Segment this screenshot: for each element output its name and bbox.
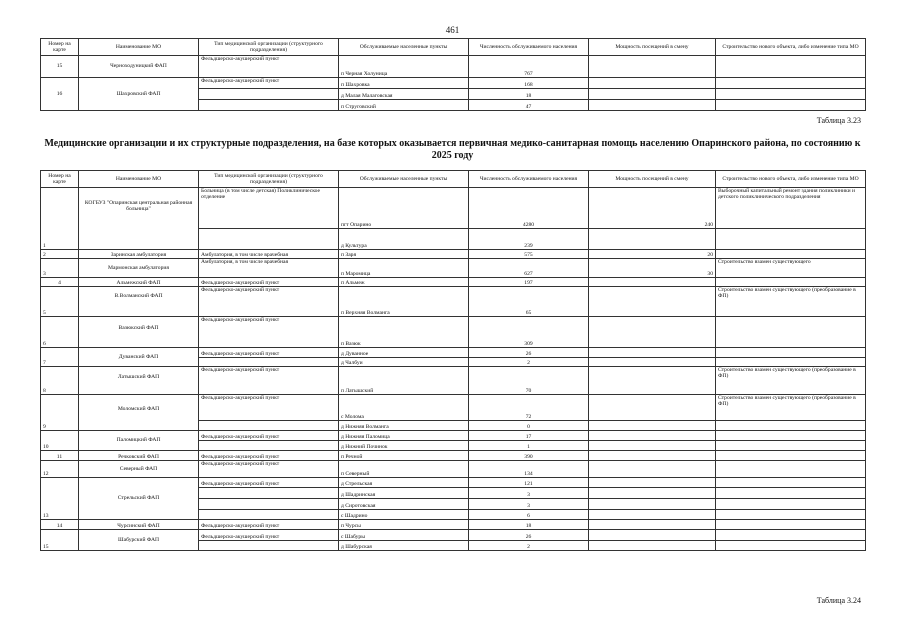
cell-settlement: п Шахровка [339,78,469,89]
cell-population: 18 [469,520,589,530]
cell-construction: Выборочный капитальный ремонт здания поликлиники и детского поликлинического подразделения [716,188,866,229]
cell-capacity: 30 [589,259,716,278]
cell-type: Фельдшерско-акушерский пункт [199,530,339,541]
header-construction: Строительство нового объекта, либо изменение типа МО [716,39,866,56]
cell-settlement: с Шадрино [339,510,469,520]
cell-name: Шахровский ФАП [79,78,199,111]
table-header-row [41,39,866,56]
cell-settlement: п Черная Холуница [339,56,469,78]
cell-population: 72 [469,395,589,421]
cell-population: 390 [469,451,589,461]
table-row [41,367,866,395]
cell-population: 26 [469,530,589,541]
table-continuation [40,38,866,111]
table-row [41,56,866,78]
cell-settlement: п Северный [339,461,469,478]
table-caption: Таблица 3.23 [816,116,861,125]
cell-population: 2 [469,358,589,367]
table-heading: Медицинские организации и их структурные подразделения, на базе которых оказывается первичная медико-санитарная помощь населению Опаринского района, по состоянию к 2025 году [44,138,861,161]
header-population: Численность обслуживаемого населения [469,39,589,56]
cell-settlement: д Нижняя Волманга [339,421,469,431]
cell-name: КОГБУЗ "Опаринская центральная районная больница" [79,188,199,250]
cell-num: 11 [41,451,79,461]
cell-num: 15 [41,56,79,78]
cell-settlement: д Нижняя Паломица [339,431,469,441]
cell-name: Шабурский ФАП [79,530,199,551]
cell-name: Мармонская амбулатория [79,259,199,278]
cell-name: Паломицкий ФАП [79,431,199,451]
cell-type: Фельдшерско-акушерский пункт [199,287,339,317]
table-row [41,188,866,229]
cell-type: Фельдшерско-акушерский пункт [199,56,339,78]
cell-type: Амбулатория, в том числе врачебная [199,250,339,259]
header-settlements: Обслуживаемые населенные пункты [339,39,469,56]
cell-name: Латышский ФАП [79,367,199,395]
cell-num: 12 [41,461,79,478]
header-population: Численность обслуживаемого населения [469,171,589,188]
header-num: Номер на карте [41,39,79,56]
cell-settlement: п Чурсы [339,520,469,530]
cell-num: 1 [41,188,79,250]
cell-name: Вазюкский ФАП [79,317,199,348]
cell-name: Дуванский ФАП [79,348,199,367]
cell-settlement: д Шабурская [339,541,469,551]
cell-settlement: д Дуванное [339,348,469,358]
cell-type: Фельдшерско-акушерский пункт [199,451,339,461]
cell-settlement: д Стрельская [339,478,469,488]
cell-num: 3 [41,259,79,278]
cell-type: Амбулатория, в том числе врачебная [199,259,339,278]
cell-population: 70 [469,367,589,395]
cell-name: Северный ФАП [79,461,199,478]
cell-type: Фельдшерско-акушерский пункт [199,520,339,530]
page-number: 461 [445,25,460,35]
table-header-row [41,171,866,188]
cell-num: 8 [41,367,79,395]
cell-population: 134 [469,461,589,478]
table-row [41,520,866,530]
cell-settlement: с Шабуры [339,530,469,541]
cell-population: 575 [469,250,589,259]
cell-num: 2 [41,250,79,259]
cell-settlement: п Альмеж [339,278,469,287]
cell-type: Фельдшерско-акушерский пункт [199,478,339,488]
cell-population: 3 [469,499,589,510]
table-row [41,287,866,317]
cell-population: 121 [469,478,589,488]
table-row [41,250,866,259]
cell-type: Фельдшерско-акушерский пункт [199,348,339,358]
table-oparino [40,170,866,551]
header-num: Номер на карте [41,171,79,188]
cell-num: 7 [41,348,79,367]
cell-settlement: д Чалбуи [339,358,469,367]
cell-capacity: 20 [589,250,716,259]
cell-settlement: д Культура [339,229,469,250]
cell-num: 13 [41,478,79,520]
cell-population: 65 [469,287,589,317]
table-row [41,395,866,421]
cell-settlement: д Нижний Починок [339,441,469,451]
cell-type: Фельдшерско-акушерский пункт [199,278,339,287]
cell-population: 4280 [469,188,589,229]
table-row [41,317,866,348]
cell-population: 309 [469,317,589,348]
cell-settlement: п Речной [339,451,469,461]
cell-construction: Строительство взамен существующего [716,259,866,278]
cell-construction: Строительство взамен существующего (преобразование в ФП) [716,367,866,395]
table-caption: Таблица 3.24 [816,596,861,605]
cell-settlement: д Сиротовская [339,499,469,510]
cell-population: 197 [469,278,589,287]
cell-type: Фельдшерско-акушерский пункт [199,78,339,89]
header-name: Наименование МО [79,39,199,56]
cell-population: 767 [469,56,589,78]
cell-settlement: п Заря [339,250,469,259]
cell-name: Стрельский ФАП [79,478,199,520]
header-type: Тип медицинской организации (структурного подразделения) [199,171,339,188]
cell-name: Чурсинский ФАП [79,520,199,530]
cell-name: В.Волманский ФАП [79,287,199,317]
table-row [41,530,866,541]
cell-num: 14 [41,520,79,530]
cell-population: 47 [469,100,589,111]
cell-population: 0 [469,421,589,431]
header-settlements: Обслуживаемые населенные пункты [339,171,469,188]
cell-name: Заринская амбулатория [79,250,199,259]
cell-num: 15 [41,530,79,551]
table-row [41,259,866,278]
cell-settlement: п Вазюк [339,317,469,348]
cell-population: 26 [469,348,589,358]
cell-num: 10 [41,431,79,451]
cell-settlement: п Струговский [339,100,469,111]
cell-num: 16 [41,78,79,111]
cell-type: Фельдшерско-акушерский пункт [199,395,339,421]
table-row [41,78,866,89]
table-row [41,431,866,441]
cell-type: Фельдшерско-акушерский пункт [199,317,339,348]
cell-num: 4 [41,278,79,287]
cell-name: Речковский ФАП [79,451,199,461]
table-row [41,478,866,488]
table-row [41,451,866,461]
cell-num: 6 [41,317,79,348]
cell-num: 9 [41,395,79,431]
cell-population: 627 [469,259,589,278]
table-row [41,461,866,478]
cell-settlement: п Верхняя Волманга [339,287,469,317]
cell-type: Больница (в том числе детская) Поликлиническое отделение [199,188,339,229]
cell-population: 2 [469,541,589,551]
cell-settlement: п Маромица [339,259,469,278]
cell-name: Моломский ФАП [79,395,199,431]
header-capacity: Мощность посещений в смену [589,39,716,56]
cell-capacity: 240 [589,188,716,229]
header-construction: Строительство нового объекта, либо изменение типа МО [716,171,866,188]
cell-population: 18 [469,89,589,100]
cell-name: Черноходуницкий ФАП [79,56,199,78]
cell-population: 17 [469,431,589,441]
header-capacity: Мощность посещений в смену [589,171,716,188]
cell-settlement: д Шадринская [339,488,469,499]
cell-name: Альмежский ФАП [79,278,199,287]
cell-type: Фельдшерско-акушерский пункт [199,367,339,395]
cell-type: Фельдшерско-акушерский пункт [199,461,339,478]
table-row [41,348,866,358]
cell-population: 1 [469,441,589,451]
cell-settlement: с Молома [339,395,469,421]
table-row [41,278,866,287]
header-name: Наименование МО [79,171,199,188]
cell-population: 6 [469,510,589,520]
cell-population: 3 [469,488,589,499]
cell-settlement: п Латышский [339,367,469,395]
cell-settlement: пгт Опарино [339,188,469,229]
cell-type: Фельдшерско-акушерский пункт [199,431,339,441]
cell-population: 239 [469,229,589,250]
cell-construction: Строительство взамен существующего (преобразование в ФП) [716,287,866,317]
cell-construction: Строительство взамен существующего (преобразование в ФП) [716,395,866,421]
cell-num: 5 [41,287,79,317]
header-type: Тип медицинской организации (структурного подразделения) [199,39,339,56]
cell-settlement: д Малая Малаговская [339,89,469,100]
cell-population: 168 [469,78,589,89]
